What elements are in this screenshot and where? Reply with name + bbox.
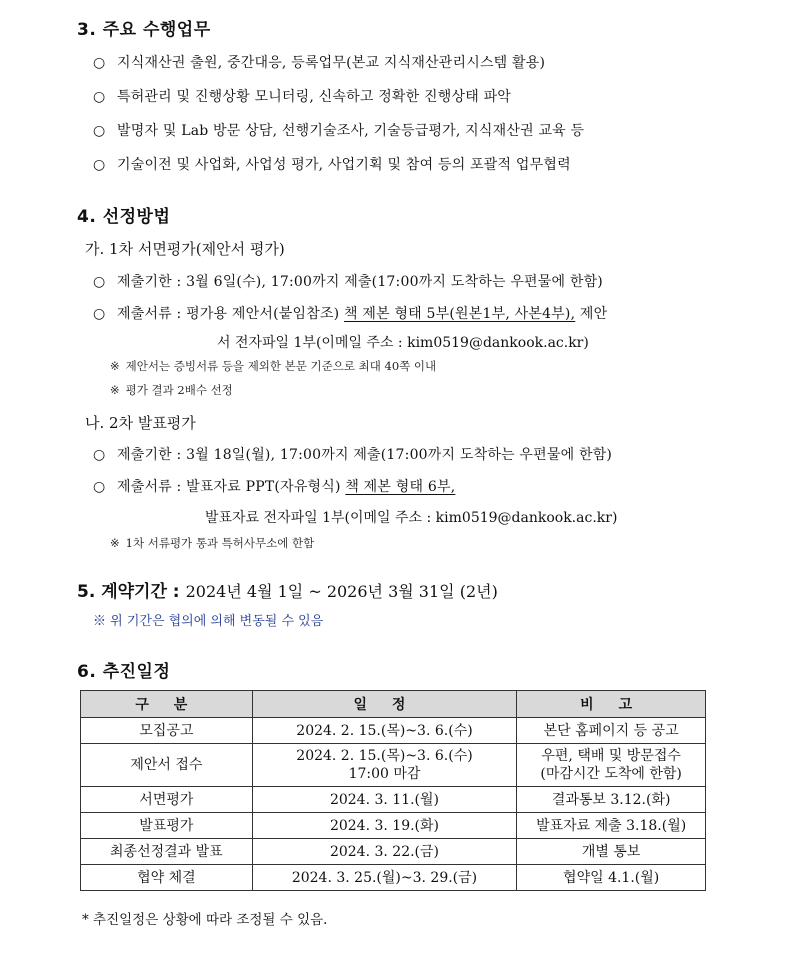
cell-date: 2024. 2. 15.(목)~3. 6.(수) bbox=[252, 718, 517, 744]
cell-date: 2024. 3. 25.(월)~3. 29.(금) bbox=[252, 865, 517, 891]
sub1-note-text: 평가 결과 2배수 선정 bbox=[125, 383, 233, 397]
sub1-note-text: 제안서는 증빙서류 등을 제외한 본문 기준으로 최대 40쪽 이내 bbox=[125, 359, 437, 373]
sub1-docs bbox=[93, 303, 607, 323]
section3-item bbox=[93, 154, 571, 174]
sub2-docs bbox=[93, 476, 455, 496]
sub2-docs-line2: 발표자료 전자파일 1부(이메일 주소 : kim0519@dankook.ac.kr) bbox=[205, 510, 618, 526]
reference-mark-icon: ※ bbox=[110, 359, 120, 373]
cell-date: 2024. 3. 22.(금) bbox=[252, 839, 517, 865]
cell-category: 발표평가 bbox=[81, 813, 253, 839]
sub1-docs-text: 제출서류 : 평가용 제안서(붙임참조) bbox=[117, 306, 344, 322]
reference-mark-icon: ※ bbox=[110, 536, 120, 550]
cell-date-line1: 2024. 2. 15.(목)~3. 6.(수) bbox=[296, 748, 473, 764]
table-row bbox=[81, 744, 706, 787]
cell-category: 제안서 접수 bbox=[81, 744, 253, 787]
cell-note: 본단 홈페이지 등 공고 bbox=[517, 718, 706, 744]
table-row bbox=[81, 718, 706, 744]
sub1-deadline-text: 제출기한 : 3월 6일(수), 17:00까지 제출(17:00까지 도착하는 우편물에 한함) bbox=[117, 274, 603, 290]
cell-note: 개별 통보 bbox=[517, 839, 706, 865]
contract-value: 2024년 4월 1일 ~ 2026년 3월 31일 (2년) bbox=[185, 582, 498, 601]
cell-note: 결과통보 3.12.(화) bbox=[517, 787, 706, 813]
cell-note: 협약일 4.1.(월) bbox=[517, 865, 706, 891]
sub1-docs-underline: 책 제본 형태 5부(원본1부, 사본4부), bbox=[343, 306, 576, 322]
sub1-note bbox=[110, 358, 436, 374]
sub2-note bbox=[110, 535, 314, 551]
contract-label: 5. 계약기간 : bbox=[77, 582, 180, 602]
section3-title: 3. 주요 수행업무 bbox=[77, 20, 211, 40]
cell-note: 발표자료 제출 3.18.(월) bbox=[517, 813, 706, 839]
sub2-docs-text: 제출서류 : 발표자료 PPT(자유형식) bbox=[117, 479, 346, 495]
col-header-date: 일 정 bbox=[252, 691, 517, 718]
circle-bullet-icon: ○ bbox=[93, 306, 106, 322]
section3-item bbox=[93, 86, 511, 106]
section3-item bbox=[93, 52, 545, 72]
sub1-docs-post: 제안 bbox=[575, 306, 608, 322]
sub1-deadline bbox=[93, 271, 603, 291]
reference-mark-icon: ※ bbox=[110, 383, 120, 397]
cell-note-line1: 우편, 택배 및 방문접수 bbox=[541, 748, 681, 764]
circle-bullet-icon: ○ bbox=[93, 157, 106, 173]
cell-category: 서면평가 bbox=[81, 787, 253, 813]
cell-date-line2: 17:00 마감 bbox=[348, 766, 421, 782]
table-row bbox=[81, 787, 706, 813]
table-row bbox=[81, 865, 706, 891]
contract-period bbox=[77, 577, 498, 602]
table-row bbox=[81, 813, 706, 839]
cell-date bbox=[252, 744, 517, 787]
sub2-note-text: 1차 서류평가 통과 특허사무소에 한함 bbox=[125, 536, 315, 550]
col-header-note: 비 고 bbox=[517, 691, 706, 718]
circle-bullet-icon: ○ bbox=[93, 447, 106, 463]
cell-date: 2024. 3. 19.(화) bbox=[252, 813, 517, 839]
cell-note bbox=[517, 744, 706, 787]
cell-category: 협약 체결 bbox=[81, 865, 253, 891]
section3-item-text: 특허관리 및 진행상황 모니터링, 신속하고 정확한 진행상태 파악 bbox=[117, 89, 512, 105]
circle-bullet-icon: ○ bbox=[93, 55, 106, 71]
sub2-docs-underline: 책 제본 형태 6부, bbox=[345, 479, 456, 495]
cell-category: 모집공고 bbox=[81, 718, 253, 744]
sub2-deadline-text: 제출기한 : 3월 18일(월), 17:00까지 제출(17:00까지 도착하는 우편물에 한함) bbox=[117, 447, 613, 463]
sub1-title: 가. 1차 서면평가(제안서 평가) bbox=[85, 240, 285, 258]
section3-item-text: 지식재산권 출원, 중간대응, 등록업무(본교 지식재산관리시스템 활용) bbox=[117, 55, 546, 71]
circle-bullet-icon: ○ bbox=[93, 479, 106, 495]
sub2-deadline bbox=[93, 444, 612, 464]
circle-bullet-icon: ○ bbox=[93, 123, 106, 139]
circle-bullet-icon: ○ bbox=[93, 89, 106, 105]
section6-title: 6. 추진일정 bbox=[77, 662, 171, 682]
section3-item-text: 발명자 및 Lab 방문 상담, 선행기술조사, 기술등급평가, 지식재산권 교육 등 bbox=[117, 123, 585, 139]
schedule-header-row bbox=[81, 691, 706, 718]
cell-date: 2024. 3. 11.(월) bbox=[252, 787, 517, 813]
schedule-table bbox=[80, 690, 706, 891]
schedule-footnote: * 추진일정은 상황에 따라 조정될 수 있음. bbox=[82, 912, 328, 928]
section3-item-text: 기술이전 및 사업화, 사업성 평가, 사업기획 및 참여 등의 포괄적 업무협력 bbox=[117, 157, 571, 173]
col-header-category: 구 분 bbox=[81, 691, 253, 718]
cell-note-line2: (마감시간 도착에 한함) bbox=[540, 766, 682, 782]
contract-note: ※ 위 기간은 협의에 의해 변동될 수 있음 bbox=[93, 614, 324, 629]
cell-category: 최종선정결과 발표 bbox=[81, 839, 253, 865]
sub1-note bbox=[110, 382, 233, 398]
table-row bbox=[81, 839, 706, 865]
sub1-docs-line2: 서 전자파일 1부(이메일 주소 : kim0519@dankook.ac.kr) bbox=[217, 335, 589, 351]
section3-item bbox=[93, 120, 584, 140]
circle-bullet-icon: ○ bbox=[93, 274, 106, 290]
sub2-title: 나. 2차 발표평가 bbox=[85, 414, 196, 432]
section4-title: 4. 선정방법 bbox=[77, 207, 171, 227]
